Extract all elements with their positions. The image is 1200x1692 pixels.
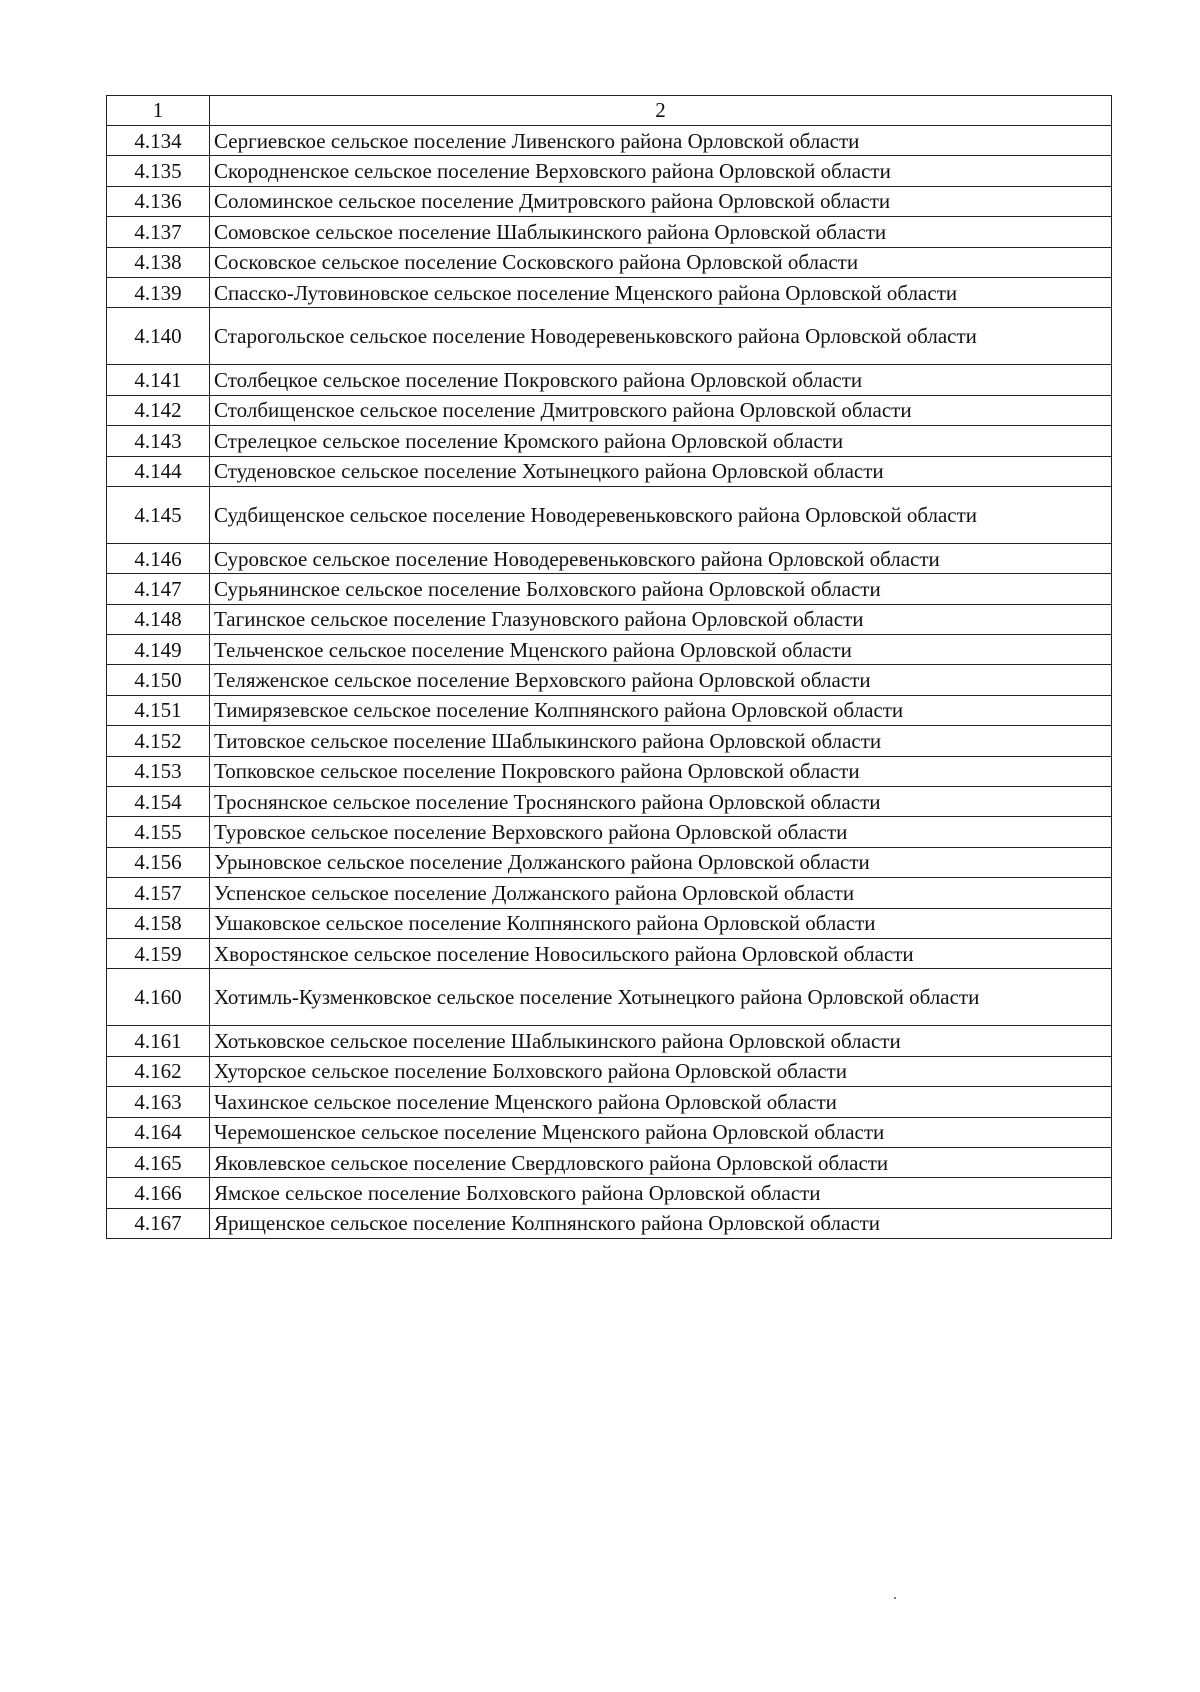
settlement-name: Туровское сельское поселение Верховского района Орловской области	[210, 817, 1112, 847]
row-number: 4.142	[107, 395, 210, 425]
table-row	[107, 1117, 1112, 1147]
row-number: 4.134	[107, 126, 210, 156]
table-row	[107, 426, 1112, 456]
settlement-name: Теляженское сельское поселение Верховского района Орловской области	[210, 665, 1112, 695]
table-header-row	[107, 96, 1112, 126]
settlement-name: Троснянское сельское поселение Троснянского района Орловской области	[210, 787, 1112, 817]
table-row	[107, 665, 1112, 695]
settlement-name: Столбищенское сельское поселение Дмитровского района Орловской области	[210, 395, 1112, 425]
settlement-name: Тельченское сельское поселение Мценского района Орловской области	[210, 635, 1112, 665]
row-number: 4.149	[107, 635, 210, 665]
settlement-name: Старогольское сельское поселение Новодеревеньковского района Орловской области	[210, 308, 1112, 365]
table-row	[107, 787, 1112, 817]
row-number: 4.161	[107, 1026, 210, 1056]
settlement-name: Скородненское сельское поселение Верховского района Орловской области	[210, 156, 1112, 186]
row-number: 4.154	[107, 787, 210, 817]
row-number: 4.146	[107, 543, 210, 573]
row-number: 4.157	[107, 878, 210, 908]
table-row	[107, 908, 1112, 938]
table-row	[107, 817, 1112, 847]
settlement-name: Топковское сельское поселение Покровского района Орловской области	[210, 756, 1112, 786]
table-row	[107, 1026, 1112, 1056]
table-row	[107, 1178, 1112, 1208]
row-number: 4.141	[107, 365, 210, 395]
settlement-name: Суровское сельское поселение Новодеревеньковского района Орловской области	[210, 543, 1112, 573]
settlement-name: Стрелецкое сельское поселение Кромского района Орловской области	[210, 426, 1112, 456]
row-number: 4.136	[107, 186, 210, 216]
table-row	[107, 395, 1112, 425]
table-row	[107, 756, 1112, 786]
table-row	[107, 308, 1112, 365]
settlement-name: Чахинское сельское поселение Мценского района Орловской области	[210, 1087, 1112, 1117]
row-number: 4.160	[107, 969, 210, 1026]
settlement-name: Сосковское сельское поселение Сосковского района Орловской области	[210, 247, 1112, 277]
settlement-name: Успенское сельское поселение Должанского района Орловской области	[210, 878, 1112, 908]
table-row	[107, 486, 1112, 543]
row-number: 4.135	[107, 156, 210, 186]
table-row	[107, 186, 1112, 216]
settlement-name: Титовское сельское поселение Шаблыкинского района Орловской области	[210, 726, 1112, 756]
table-row	[107, 604, 1112, 634]
table-row	[107, 726, 1112, 756]
row-number: 4.150	[107, 665, 210, 695]
row-number: 4.162	[107, 1056, 210, 1086]
settlement-name: Ушаковское сельское поселение Колпнянского района Орловской области	[210, 908, 1112, 938]
table-row	[107, 1056, 1112, 1086]
row-number: 4.138	[107, 247, 210, 277]
row-number: 4.158	[107, 908, 210, 938]
row-number: 4.163	[107, 1087, 210, 1117]
table-body	[107, 126, 1112, 1239]
settlements-table	[106, 95, 1112, 1239]
row-number: 4.165	[107, 1147, 210, 1177]
settlement-name: Сурьянинское сельское поселение Болховского района Орловской области	[210, 574, 1112, 604]
settlement-name: Спасско-Лутовиновское сельское поселение Мценского района Орловской области	[210, 277, 1112, 307]
row-number: 4.159	[107, 938, 210, 968]
table-row	[107, 456, 1112, 486]
settlement-name: Тагинское сельское поселение Глазуновского района Орловской области	[210, 604, 1112, 634]
row-number: 4.155	[107, 817, 210, 847]
row-number: 4.148	[107, 604, 210, 634]
settlement-name: Черемошенское сельское поселение Мценского района Орловской области	[210, 1117, 1112, 1147]
table-row	[107, 1208, 1112, 1238]
table-row	[107, 1147, 1112, 1177]
table-row	[107, 878, 1112, 908]
table-row	[107, 847, 1112, 877]
column-header-name: 2	[210, 96, 1112, 126]
settlement-name: Соломинское сельское поселение Дмитровского района Орловской области	[210, 186, 1112, 216]
row-number: 4.140	[107, 308, 210, 365]
settlement-name: Хворостянское сельское поселение Новосильского района Орловской области	[210, 938, 1112, 968]
table-row	[107, 938, 1112, 968]
settlement-name: Столбецкое сельское поселение Покровского района Орловской области	[210, 365, 1112, 395]
row-number: 4.137	[107, 217, 210, 247]
settlement-name: Тимирязевское сельское поселение Колпнянского района Орловской области	[210, 695, 1112, 725]
table-row	[107, 247, 1112, 277]
settlement-name: Студеновское сельское поселение Хотынецкого района Орловской области	[210, 456, 1112, 486]
table-row	[107, 365, 1112, 395]
row-number: 4.145	[107, 486, 210, 543]
row-number: 4.152	[107, 726, 210, 756]
settlement-name: Ямское сельское поселение Болховского района Орловской области	[210, 1178, 1112, 1208]
settlement-name: Урыновское сельское поселение Должанского района Орловской области	[210, 847, 1112, 877]
row-number: 4.143	[107, 426, 210, 456]
table-row	[107, 217, 1112, 247]
settlement-name: Яковлевское сельское поселение Свердловского района Орловской области	[210, 1147, 1112, 1177]
table-row	[107, 126, 1112, 156]
settlement-name: Сомовское сельское поселение Шаблыкинского района Орловской области	[210, 217, 1112, 247]
row-number: 4.166	[107, 1178, 210, 1208]
row-number: 4.156	[107, 847, 210, 877]
column-header-number: 1	[107, 96, 210, 126]
row-number: 4.151	[107, 695, 210, 725]
settlement-name: Ярищенское сельское поселение Колпнянского района Орловской области	[210, 1208, 1112, 1238]
table-row	[107, 277, 1112, 307]
settlement-name: Хотьковское сельское поселение Шаблыкинского района Орловской области	[210, 1026, 1112, 1056]
settlement-name: Хуторское сельское поселение Болховского района Орловской области	[210, 1056, 1112, 1086]
table-row	[107, 543, 1112, 573]
row-number: 4.139	[107, 277, 210, 307]
table-row	[107, 574, 1112, 604]
settlement-name: Сергиевское сельское поселение Ливенского района Орловской области	[210, 126, 1112, 156]
settlement-name: Хотимль-Кузменковское сельское поселение Хотынецкого района Орловской области	[210, 969, 1112, 1026]
table-row	[107, 969, 1112, 1026]
row-number: 4.167	[107, 1208, 210, 1238]
row-number: 4.144	[107, 456, 210, 486]
settlement-name: Судбищенское сельское поселение Новодеревеньковского района Орловской области	[210, 486, 1112, 543]
table-row	[107, 156, 1112, 186]
table-row	[107, 695, 1112, 725]
table-row	[107, 1087, 1112, 1117]
row-number: 4.153	[107, 756, 210, 786]
scan-speck	[894, 1597, 896, 1599]
row-number: 4.147	[107, 574, 210, 604]
table-row	[107, 635, 1112, 665]
row-number: 4.164	[107, 1117, 210, 1147]
